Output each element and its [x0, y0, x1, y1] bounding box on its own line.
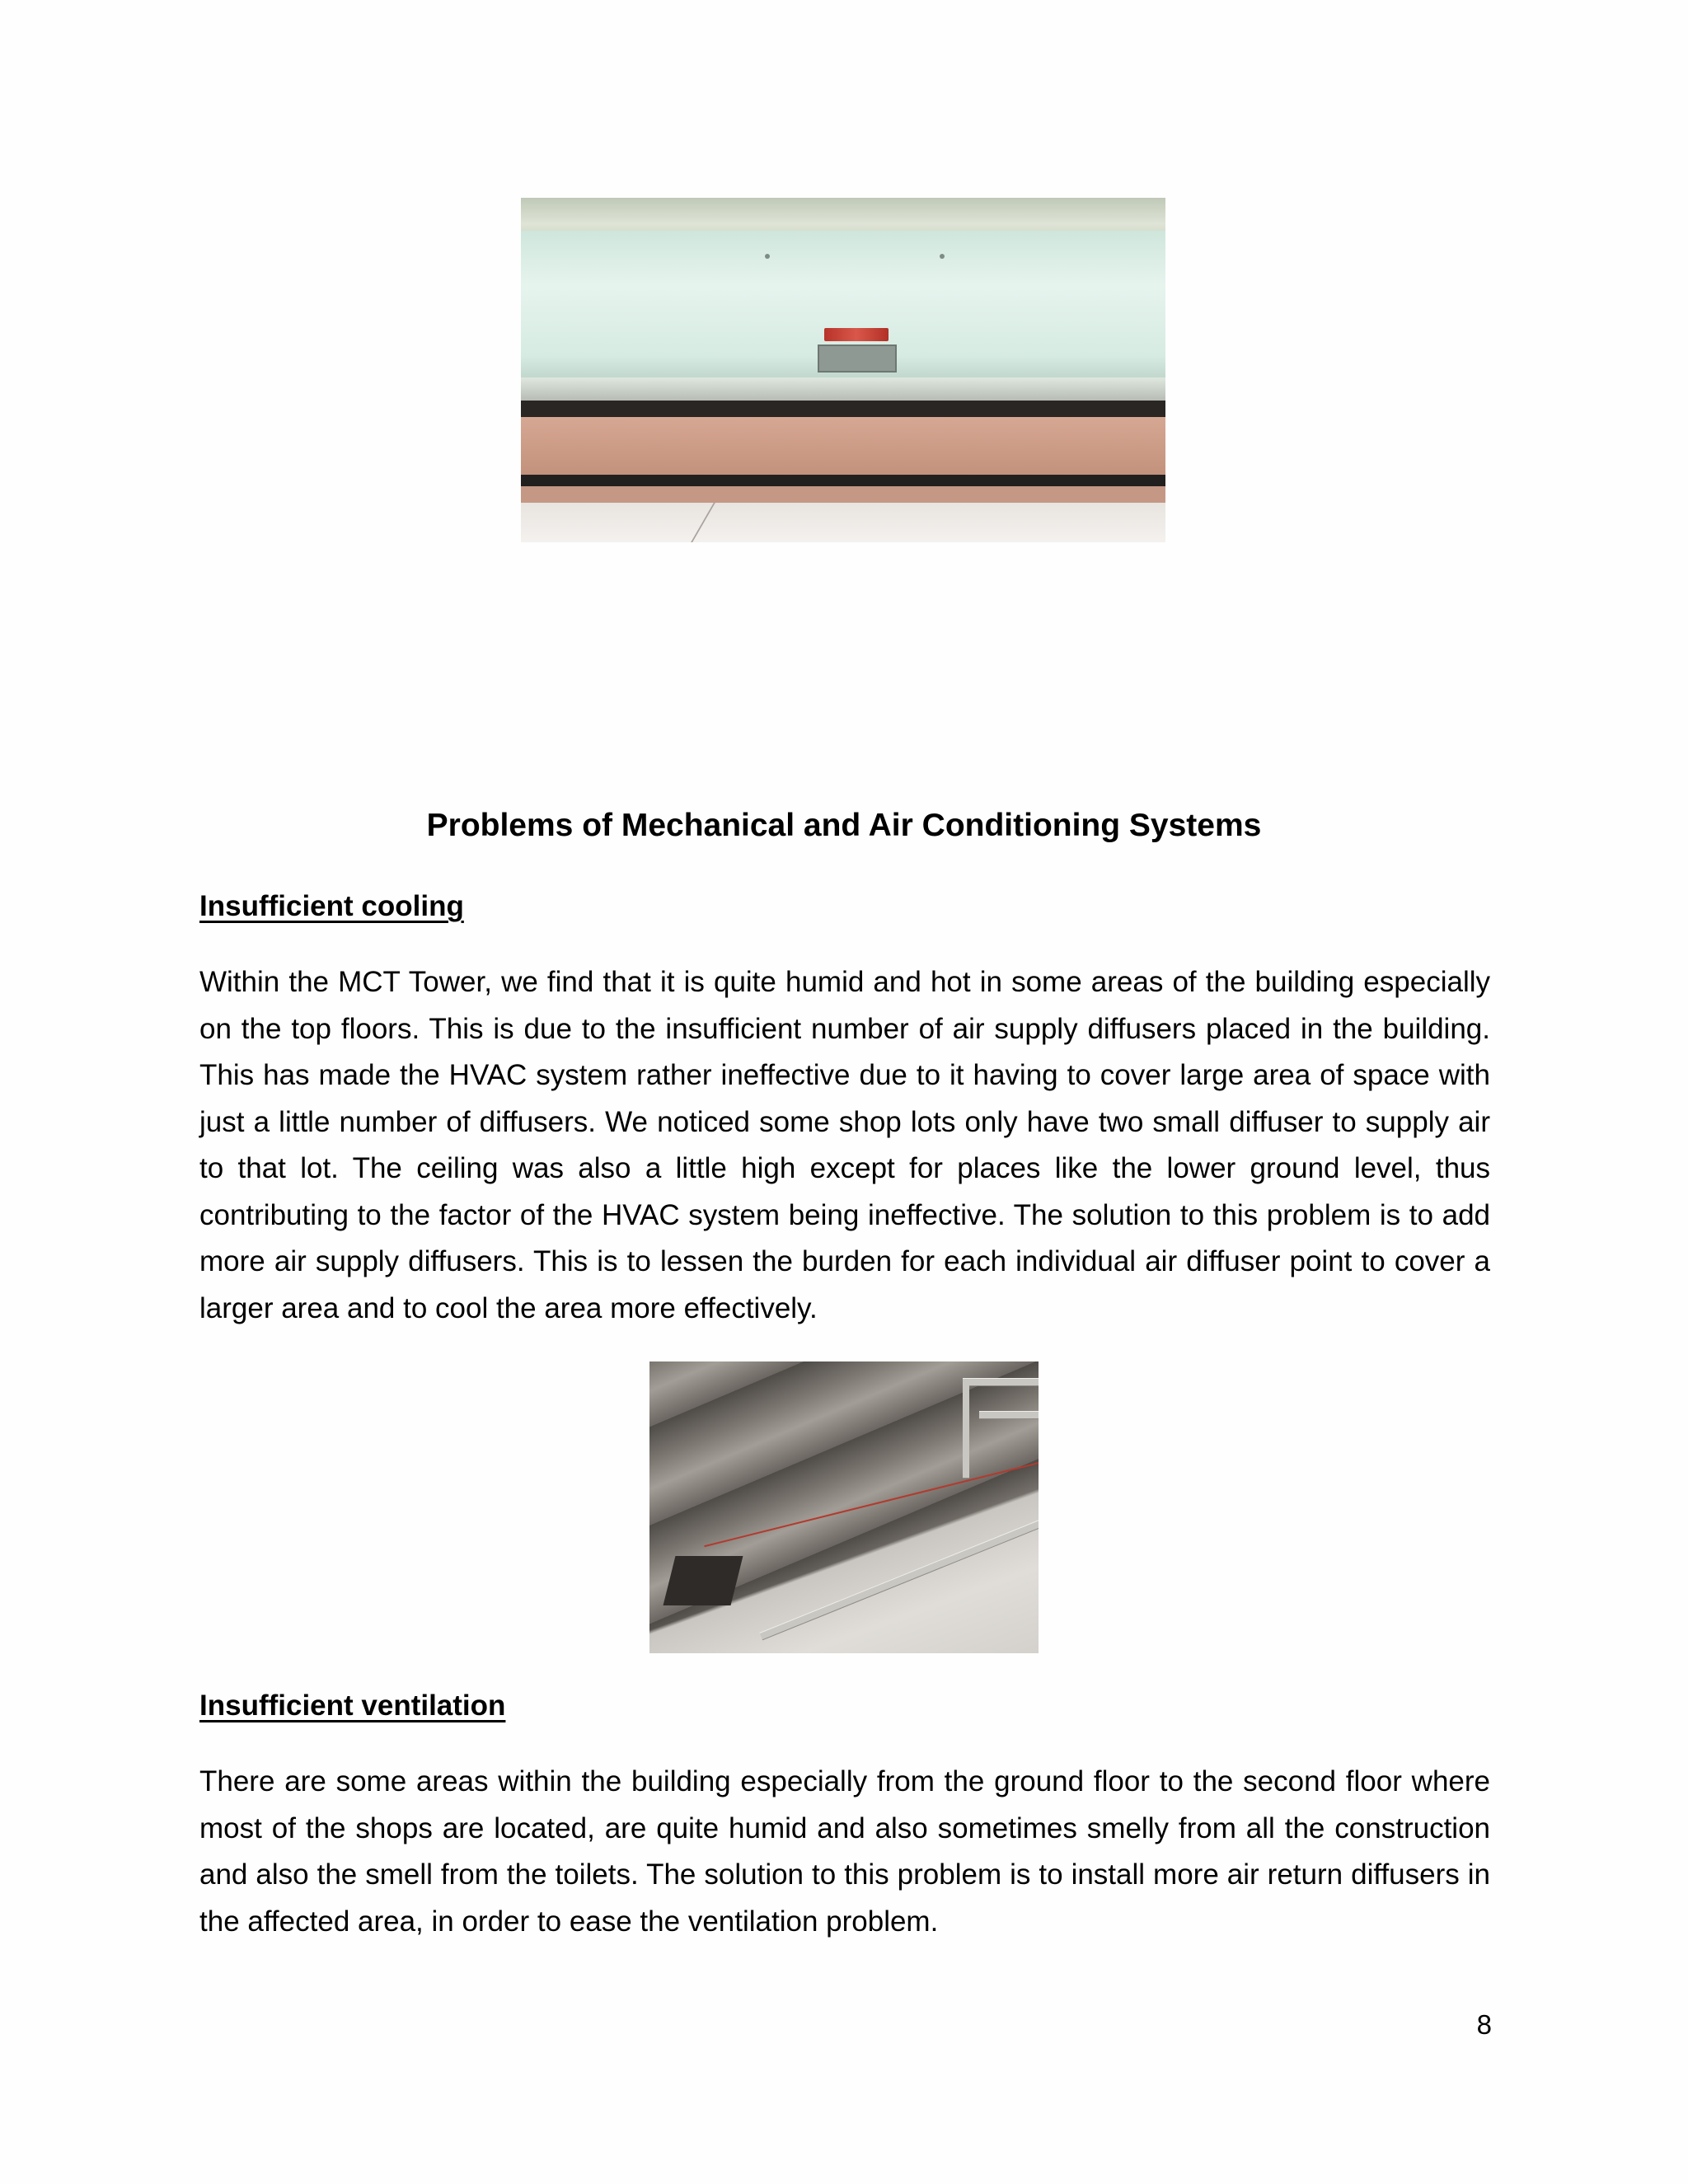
page-title: Problems of Mechanical and Air Conditioning Systems	[426, 808, 1262, 843]
subheading-insufficient-ventilation: Insufficient ventilation	[199, 1690, 506, 1722]
air-curtain-photo	[521, 198, 1165, 542]
paragraph-insufficient-cooling: Within the MCT Tower, we find that it is quite humid and hot in some areas of the building especially on the top floors. This is due to the insufficient number of air supply diffusers placed in the building. This has made the HVAC system rather ineffective due to it having to cover large area of space with just a little number of diffusers. We noticed some shop lots only have two small diffuser to supply air to that lot. The ceiling was also a little high except for places like the lower ground level, thus contributing to the factor of the HVAC system being ineffective. The solution to this problem is to add more air supply diffusers. This is to lessen the burden for each individual air diffuser point to cover a larger area and to cool the area more effectively.	[199, 966, 1490, 1324]
paragraph-insufficient-ventilation: There are some areas within the building especially from the ground floor to the second floor where most of the shops are located, are quite humid and also sometimes smelly from all the construction and also the smell from the toilets. The solution to this problem is to install more air return diffusers in the affected area, in order to ease the ventilation problem.	[199, 1765, 1490, 1938]
subheading-insufficient-cooling: Insufficient cooling	[199, 890, 464, 922]
page-number: 8	[1476, 2009, 1492, 2040]
ceiling-duct-photo	[649, 1361, 1039, 1653]
